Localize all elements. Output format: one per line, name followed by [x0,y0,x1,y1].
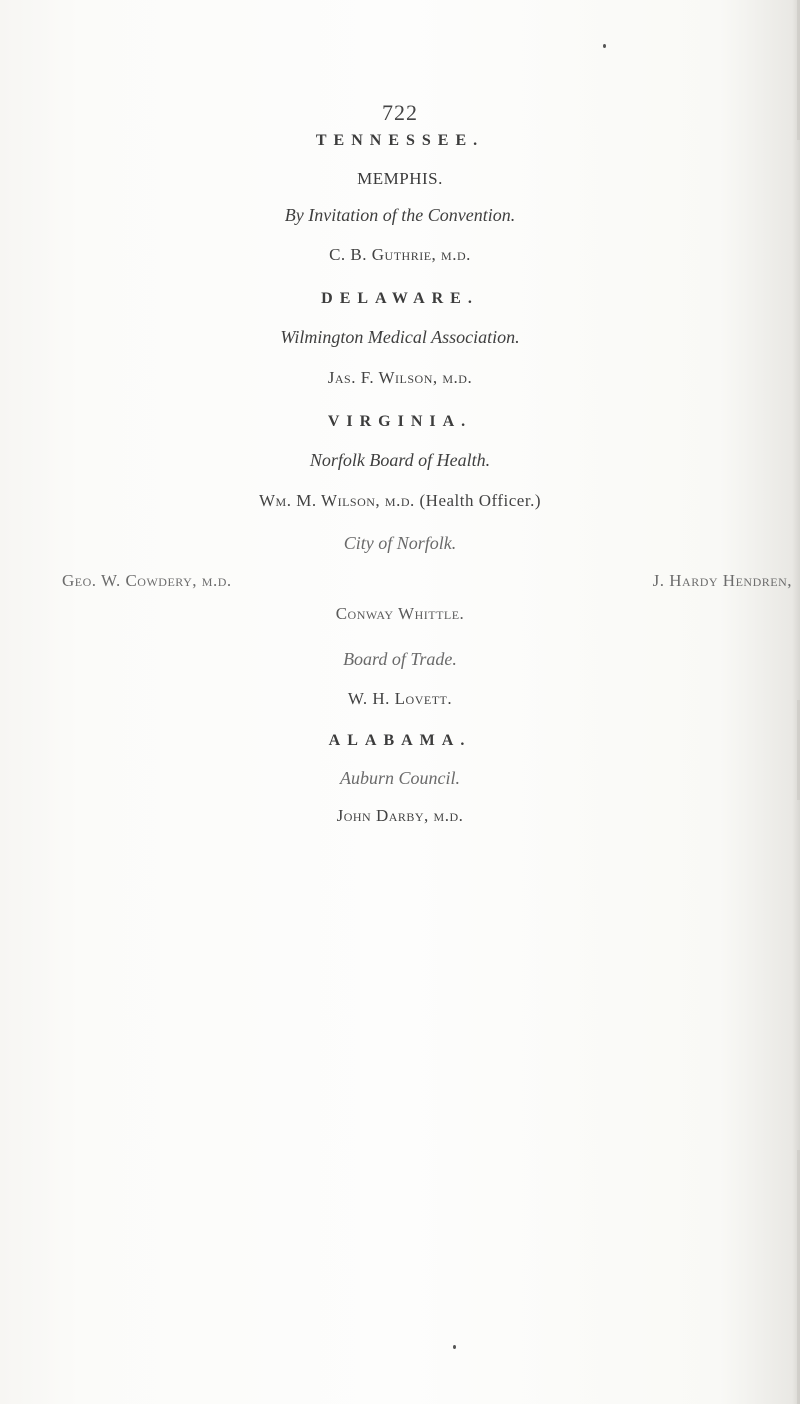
ink-speck [603,44,606,48]
delegate-city-norfolk-2: J. Hardy Hendren, [652,571,792,590]
delegate-city-norfolk-3: Conway Whittle. [335,604,465,623]
organization-board-of-trade: Board of Trade. [343,649,457,669]
organization-city-of-norfolk: City of Norfolk. [343,533,457,553]
delegate-city-norfolk-1: Geo. W. Cowdery, m.d. [62,571,232,590]
state-heading-tennessee: TENNESSEE. [315,132,485,149]
state-heading-virginia: VIRGINIA. [327,413,473,430]
delegate-virginia-name: Wm. M. Wilson, m.d. [259,491,415,510]
organization-alabama: Auburn Council. [340,768,460,788]
delegate-delaware: Jas. F. Wilson, m.d. [327,368,473,387]
delegate-board-of-trade: W. H. Lovett. [347,689,453,708]
ink-speck [453,1345,456,1349]
city-heading-memphis: MEMPHIS. [357,169,443,188]
state-heading-alabama: ALABAMA. [328,732,472,749]
organization-tennessee: By Invitation of the Convention. [284,205,516,225]
organization-delaware: Wilmington Medical Association. [280,327,520,347]
page-number: 722 [382,100,418,125]
organization-virginia: Norfolk Board of Health. [309,450,491,470]
delegate-virginia [0,491,800,511]
delegate-virginia-note: (Health Officer.) [419,491,541,510]
state-heading-delaware: DELAWARE. [321,290,479,307]
delegate-alabama: John Darby, m.d. [336,806,464,825]
delegate-tennessee: C. B. Guthrie, m.d. [329,245,471,264]
